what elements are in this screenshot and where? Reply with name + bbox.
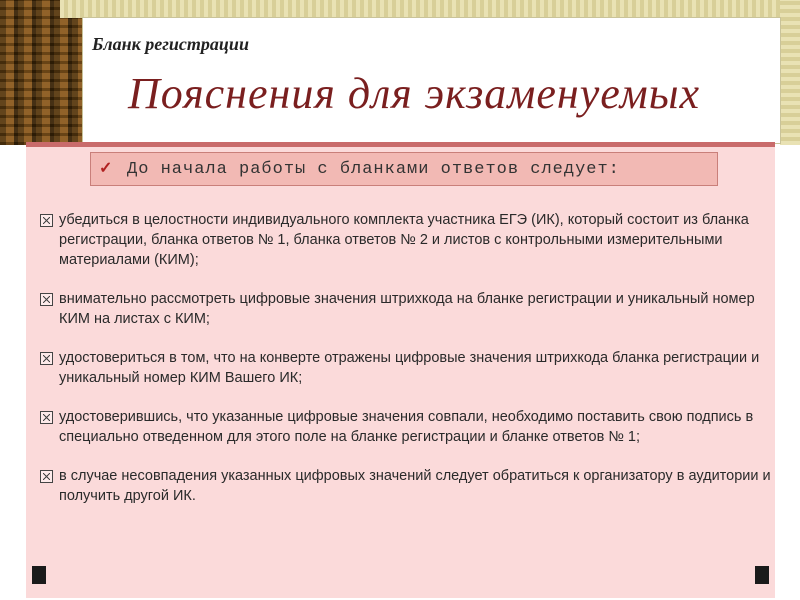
checkbox-bullet-icon	[40, 352, 53, 365]
instructions-header-text: До начала работы с бланками ответов следует:	[127, 159, 620, 179]
list-item-text: удостовериться в том, что на конверте отражены цифровые значения штрихкода бланка регистрации и уникальный номер КИМ Вашего ИК;	[59, 350, 760, 386]
slide-title: Пояснения для экзаменуемых	[128, 69, 701, 118]
list-item	[40, 348, 780, 388]
frame-texture-right	[780, 0, 800, 145]
slide-subtitle: Бланк регистрации	[92, 34, 249, 54]
instructions-list	[40, 210, 780, 525]
list-item	[40, 210, 780, 270]
list-item-text: внимательно рассмотреть цифровые значения штрихкода на бланке регистрации и уникальный номер КИМ на листах с КИМ;	[59, 291, 755, 327]
list-item	[40, 466, 780, 506]
list-item-text: удостоверившись, что указанные цифровые значения совпали, необходимо поставить свою подпись в специально отведенном для этого поле на бланке регистрации и бланке ответов № 1;	[59, 409, 754, 445]
corner-mark-left	[32, 566, 46, 584]
checkbox-bullet-icon	[40, 293, 53, 306]
list-item	[40, 289, 780, 329]
frame-texture-top	[60, 0, 800, 18]
checkbox-bullet-icon	[40, 470, 53, 483]
checkbox-bullet-icon	[40, 411, 53, 424]
list-item-text: убедиться в целостности индивидуального комплекта участника ЕГЭ (ИК), который состоит из бланка регистрации, бланка ответов № 1, бланка ответов № 2 и листов с контрольными измерительными материалами (КИМ);	[59, 212, 749, 268]
checkbox-bullet-icon	[40, 214, 53, 227]
list-item-text: в случае несовпадения указанных цифровых значений следует обратиться к организатору в аудитории и получить другой ИК.	[59, 468, 771, 504]
check-mark-icon: ✓	[99, 160, 113, 177]
frame-texture-left	[0, 0, 85, 145]
instructions-header	[90, 152, 718, 186]
corner-mark-right	[755, 566, 769, 584]
list-item	[40, 407, 780, 447]
